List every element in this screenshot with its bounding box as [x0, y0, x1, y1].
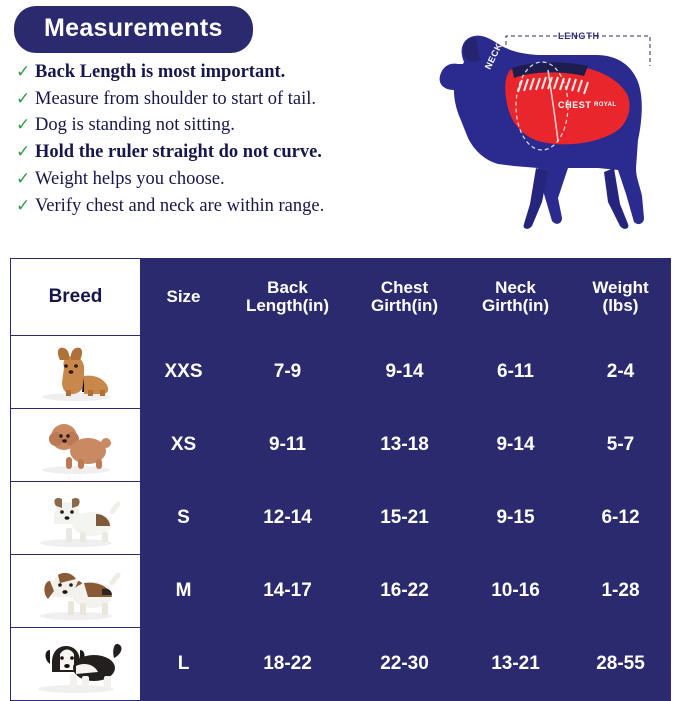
list-item [16, 89, 416, 110]
cell-weight: 28-55 [571, 628, 671, 701]
column-header-back-length [227, 259, 349, 336]
cell-chest-girth: 16-22 [349, 555, 461, 628]
column-header-chest-girth-line2: Girth(in) [370, 296, 439, 315]
cell-neck-girth: 9-14 [461, 409, 571, 482]
list-item-label: Dog is standing not sitting. [35, 115, 235, 136]
dog-with-harness-diagram [418, 18, 668, 243]
svg-text:ROYAL: ROYAL [594, 102, 617, 108]
svg-text:LENGTH: LENGTH [558, 31, 600, 41]
cell-weight: 6-12 [571, 482, 671, 555]
list-item [16, 142, 416, 163]
cell-weight: 1-28 [571, 555, 671, 628]
column-header-chest-girth-line1: Chest [380, 277, 429, 297]
check-icon: ✓ [16, 142, 31, 163]
breed-photo-poodle [11, 409, 141, 482]
column-header-back-length-line1: Back [267, 277, 308, 297]
list-item-label: Hold the ruler straight do not curve. [35, 142, 322, 163]
cell-neck-girth: 6-11 [461, 336, 571, 409]
table-row [11, 555, 671, 628]
cell-chest-girth: 9-14 [349, 336, 461, 409]
check-icon: ✓ [16, 195, 31, 216]
cell-size: XXS [141, 336, 227, 409]
column-header-neck-girth-line1: Neck [495, 277, 536, 297]
measurement-tips-list [16, 62, 416, 222]
column-header-weight-line2: (lbs) [602, 296, 639, 315]
cell-chest-girth: 13-18 [349, 409, 461, 482]
cell-chest-girth: 15-21 [349, 482, 461, 555]
cell-size: XS [141, 409, 227, 482]
breed-photo-terrier [11, 482, 141, 555]
size-table-wrapper [10, 258, 670, 701]
cell-back-length: 9-11 [227, 409, 349, 482]
column-header-back-length-line2: Length(in) [245, 296, 330, 315]
list-item [16, 169, 416, 190]
list-item [16, 62, 416, 83]
check-icon: ✓ [16, 88, 31, 109]
cell-back-length: 12-14 [227, 482, 349, 555]
table-row [11, 409, 671, 482]
table-row [11, 628, 671, 701]
breed-photo-chihuahua [11, 336, 141, 409]
svg-text:CHEST: CHEST [558, 100, 592, 110]
cell-neck-girth: 13-21 [461, 628, 571, 701]
cell-size: M [141, 555, 227, 628]
list-item-label: Back Length is most important. [35, 62, 286, 82]
cell-size: L [141, 628, 227, 701]
cell-size: S [141, 482, 227, 555]
column-header-weight-line1: Weight [592, 277, 649, 297]
column-header-chest-girth [349, 259, 461, 336]
page-title: Measurements [14, 6, 253, 53]
cell-back-length: 18-22 [227, 628, 349, 701]
list-item [16, 115, 416, 136]
table-header-row [11, 259, 671, 336]
column-header-neck-girth-line2: Girth(in) [481, 296, 550, 315]
cell-neck-girth: 9-15 [461, 482, 571, 555]
list-item [16, 196, 416, 217]
list-item-label: Measure from shoulder to start of tail. [35, 88, 317, 109]
column-header-neck-girth [461, 259, 571, 336]
cell-weight: 2-4 [571, 336, 671, 409]
check-icon: ✓ [16, 115, 31, 136]
column-header-weight [571, 259, 671, 336]
cell-chest-girth: 22-30 [349, 628, 461, 701]
check-icon: ✓ [16, 168, 31, 189]
column-header-breed: Breed [11, 259, 141, 336]
cell-back-length: 7-9 [227, 336, 349, 409]
cell-neck-girth: 10-16 [461, 555, 571, 628]
column-header-size: Size [141, 259, 227, 336]
cell-weight: 5-7 [571, 409, 671, 482]
list-item-label: Weight helps you choose. [35, 168, 225, 189]
svg-text:NECK: NECK [482, 41, 505, 71]
table-row [11, 336, 671, 409]
breed-photo-border-collie [11, 628, 141, 701]
check-icon: ✓ [16, 62, 31, 82]
cell-back-length: 14-17 [227, 555, 349, 628]
list-item-label: Verify chest and neck are within range. [35, 195, 325, 216]
breed-photo-beagle [11, 555, 141, 628]
table-row [11, 482, 671, 555]
size-table [10, 258, 671, 701]
